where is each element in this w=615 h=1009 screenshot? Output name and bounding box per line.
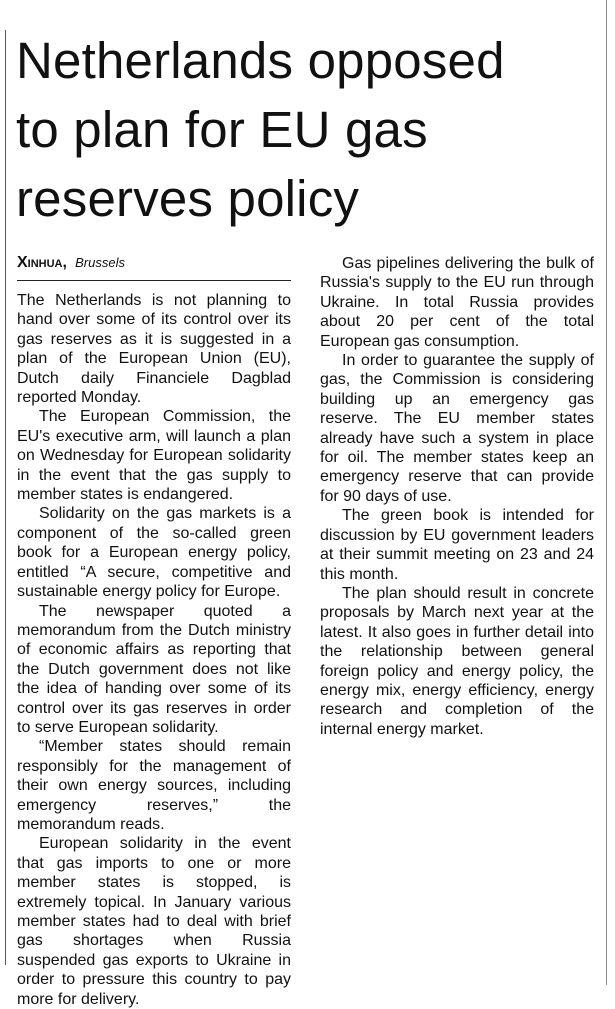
headline-line-3: reserves policy <box>16 170 360 227</box>
paragraph-9: The green book is intended for discussion by EU government leaders at their summit meeting on 23 and 24 this month. <box>320 507 594 583</box>
byline-agency: Xinhua, <box>17 254 67 271</box>
page-edge-rule <box>606 0 607 985</box>
paragraph-5: “Member states should remain responsibly for the management of their own energy sources, including emergency reserves,” the memorandum reads. <box>17 738 291 833</box>
article-column-left <box>17 251 291 1009</box>
paragraph-1: The Netherlands is not planning to hand over some of its control over its gas reserves as it is suggested in a plan of the European Union (EU), Dutch daily Financiele Dagblad reported Monday. <box>17 292 291 407</box>
byline-divider <box>17 280 291 281</box>
left-column-rule <box>5 30 6 965</box>
paragraph-4: The newspaper quoted a memorandum from the Dutch ministry of economic affairs as reporting that the Dutch government does not like the idea of handing over some of its control over its gas reserves in order to serve European solidarity. <box>17 602 291 736</box>
byline-city: Brussels <box>75 255 125 270</box>
paragraph-3: Solidarity on the gas markets is a component of the so-called green book for a European energy policy, entitled “A secure, competitive and sustainable energy policy for Europe. <box>17 505 291 601</box>
headline <box>16 26 606 233</box>
paragraph-6: European solidarity in the event that gas imports to one or more member states is stopped, is extremely topical. In January various member states had to deal with brief gas shortages when Russia suspended gas exports to Ukraine in order to pressure this country to pay more for delivery. <box>17 835 291 1008</box>
headline-line-1: Netherlands opposed <box>16 32 505 89</box>
paragraph-7: Gas pipelines delivering the bulk of Russia's supply to the EU run through Ukraine. In total Russia provides about 20 per cent of the total European gas consumption. <box>320 255 594 350</box>
article-column-right <box>320 254 594 739</box>
paragraph-8: In order to guarantee the supply of gas, the Commission is considering building up an emergency gas reserve. The EU member states already have such a system in place for oil. The member states keep an emergency reserve that can provide for 90 days of use. <box>320 352 594 505</box>
paragraph-10: The plan should result in concrete proposals by March next year at the latest. It also goes in further detail into the relationship between general foreign policy and energy policy, the energy mix, energy efficiency, energy research and completion of the internal energy market. <box>320 584 594 738</box>
byline <box>17 251 291 275</box>
paragraph-2: The European Commission, the EU's executive arm, will launch a plan on Wednesday for European solidarity in the event that the gas supply to member states is endangered. <box>17 408 291 504</box>
headline-line-2: to plan for EU gas <box>16 101 428 158</box>
